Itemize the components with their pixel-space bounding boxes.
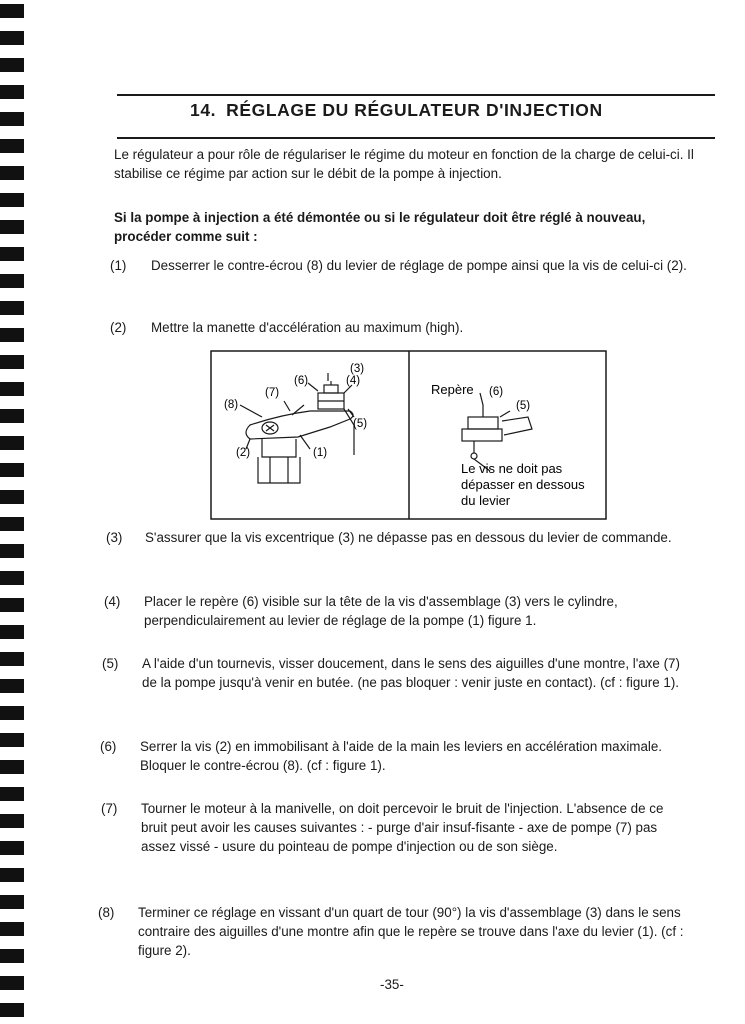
fig2-note-line-1: Le vis ne doit pas xyxy=(461,461,563,476)
fig1-label-5: (5) xyxy=(353,418,368,430)
fig1-label-1: (1) xyxy=(313,447,328,459)
page-number: -35- xyxy=(380,977,404,992)
fig1-label-7: (7) xyxy=(265,387,280,399)
title-rule-top xyxy=(117,94,715,96)
procedure-heading: Si la pompe à injection a été démontée ou si le régulateur doit être réglé à nouveau, procéder comme suit : xyxy=(114,210,646,244)
fig2-label-repere: Repère xyxy=(431,382,474,397)
adjustment-figure xyxy=(210,345,607,521)
fig2-note-line-2: dépasser en dessous xyxy=(461,477,585,492)
section-title-text: RÉGLAGE DU RÉGULATEUR D'INJECTION xyxy=(226,100,603,120)
fig2-note-line-3: du levier xyxy=(461,493,511,508)
fig1-label-6: (6) xyxy=(294,375,309,387)
fig1-label-8: (8) xyxy=(224,399,239,411)
step-text: Placer le repère (6) visible sur la tête de la vis d'assemblage (3) vers le cylindre, perpendiculairement au levier de réglage de la pompe (1) figure 1. xyxy=(144,594,618,628)
step-number: (4) xyxy=(104,594,121,609)
title-rule-bottom xyxy=(117,137,715,139)
step-number: (2) xyxy=(110,320,127,335)
step-number: (6) xyxy=(100,739,117,754)
step-number: (1) xyxy=(110,258,127,273)
section-title xyxy=(190,100,603,121)
step-number: (5) xyxy=(102,656,119,671)
intro-paragraph: Le régulateur a pour rôle de régulariser le régime du moteur en fonction de la charge de celui-ci. Il stabilise ce régime par action sur le débit de la pompe à injection. xyxy=(114,147,694,181)
step-text: Tourner le moteur à la manivelle, on doit percevoir le bruit de l'injection. L'absence de ce bruit peut avoir les causes suivantes : - purge d'air insuf-fisante - axe de pompe (7) pas assez vissé - usure du pointeau de pompe d'injection ou de son siège. xyxy=(141,801,664,854)
step-text: S'assurer que la vis excentrique (3) ne dépasse pas en dessous du levier de commande. xyxy=(145,530,672,545)
fig2-label-5: (5) xyxy=(516,400,531,412)
step-text: A l'aide d'un tournevis, visser doucement, dans le sens des aiguilles d'une montre, l'axe (7) de la pompe jusqu'à venir en butée. (ne pas bloquer : venir juste en contact). (cf : figure 1). xyxy=(142,656,680,690)
fig1-label-4: (4) xyxy=(346,375,361,387)
step-number: (8) xyxy=(98,905,115,920)
fig1-label-2: (2) xyxy=(236,447,251,459)
step-text: Serrer la vis (2) en immobilisant à l'aide de la main les leviers en accélération maximale. Bloquer le contre-écrou (8). (cf : figure 1). xyxy=(140,739,663,773)
step-text: Desserrer le contre-écrou (8) du levier de réglage de pompe ainsi que la vis de celui-ci (2). xyxy=(151,258,687,273)
figure-1-drawing xyxy=(240,373,354,483)
fig2-label-6: (6) xyxy=(489,386,504,398)
section-number: 14. xyxy=(190,100,217,120)
fig1-label-3: (3) xyxy=(350,363,365,375)
step-number: (7) xyxy=(101,801,118,816)
step-number: (3) xyxy=(106,530,123,545)
step-text: Terminer ce réglage en vissant d'un quart de tour (90°) la vis d'assemblage (3) dans le sens contraire des aiguilles d'une montre afin que le repère se trouve dans l'axe du levier (1). (cf : figure 2). xyxy=(138,905,684,958)
step-text: Mettre la manette d'accélération au maximum (high). xyxy=(151,320,464,335)
